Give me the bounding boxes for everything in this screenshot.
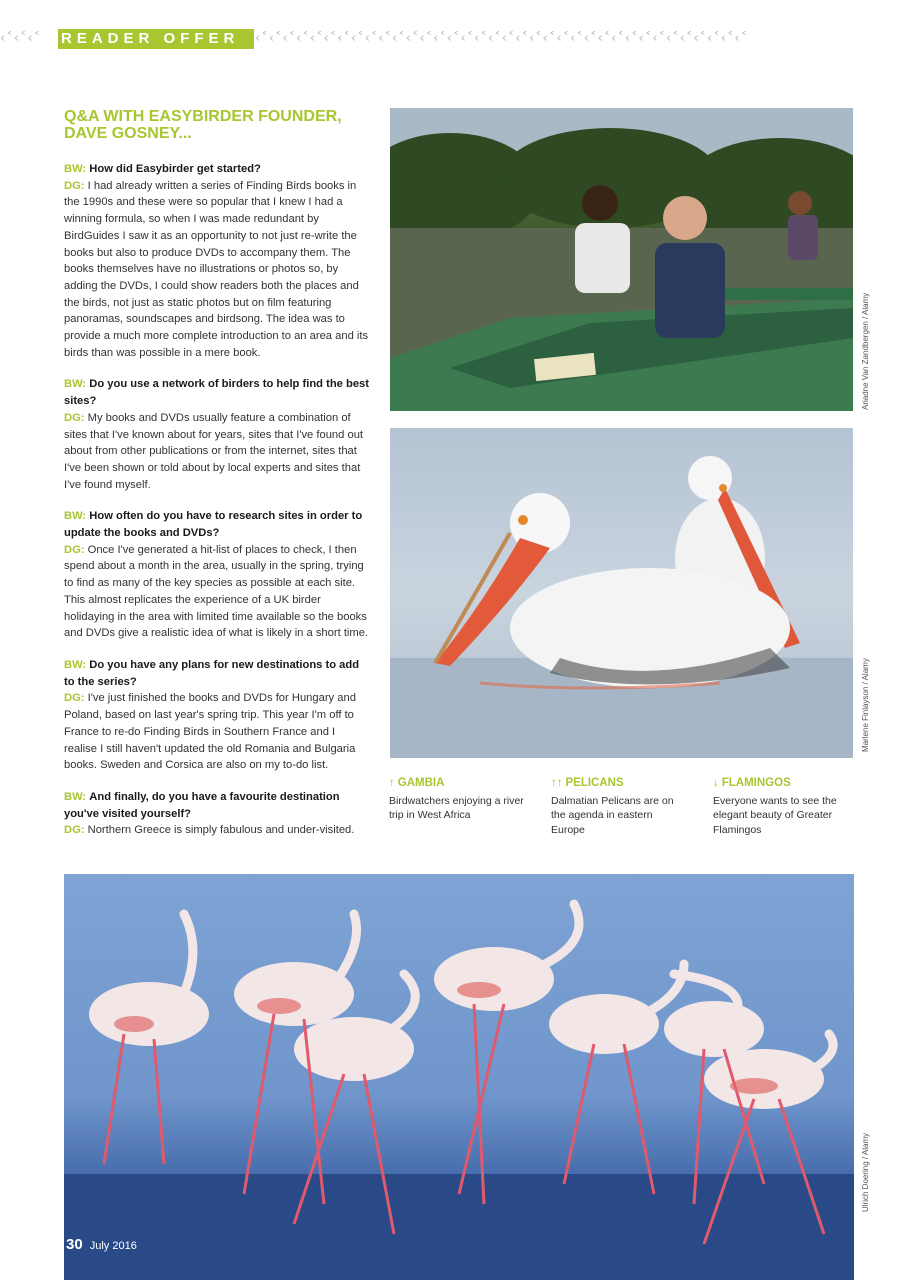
caption-text: Everyone wants to see the elegant beauty of Greater Flamingos [713,794,837,836]
question-text: Do you use a network of birders to help find the best sites? [64,378,369,408]
answer-text: I had already written a series of Finding Birds books in the 1990s and these were so popular that I knew I had a winning formula, so when I was made redundant by BirdGuides I saw it as an opportunity to not just re-write the books but also to produce DVDs to accompany them. The books themselves have no illustrations or photos so, by adding the DVDs, I could show readers both the places and the birds, not just as static photos but on film featuring panoramas, soundscapes and birdsong. The idea was to provide a much more complete introduction to an area and its birds than was possible in a mere book. [64,179,369,359]
flamingo-photo [64,874,854,1280]
answer-tag: DG: [64,411,85,424]
caption-text: Birdwatchers enjoying a river trip in West Africa [389,794,524,821]
question-text: How did Easybirder get started? [89,163,261,175]
caption-title: ↑ GAMBIA [389,777,445,789]
qa-item [64,657,369,774]
pelican-photo-credit: Marlene Finlayson / Alamy [861,658,870,752]
section-label: READER OFFER [58,29,254,49]
qa-item [64,161,369,361]
bird-pattern-right: ‹˂‹˂‹˂‹˂‹˂‹˂‹˂‹˂‹˂‹˂‹˂‹˂‹˂‹˂‹˂‹˂‹˂‹˂‹˂‹˂‹˂‹˂‹˂‹˂‹˂‹˂‹˂‹˂‹˂‹˂‹˂‹˂‹˂‹˂‹˂‹˂ [255,31,749,46]
boat-photo-credit: Ariadne Van Zandbergen / Alamy [861,292,870,410]
question-tag: BW: [64,658,87,671]
question-tag: BW: [64,790,87,803]
pelican-illustration [390,428,853,758]
question-text: Do you have any plans for new destinations to add to the series? [64,658,360,688]
answer-tag: DG: [64,824,85,837]
bird-pattern-left: ‹˂‹˂‹˂ [0,31,42,46]
arrow-up-icon: ↑ [389,777,395,789]
qa-item [64,508,369,642]
caption-gambia [389,776,539,823]
answer-text: Once I've generated a hit-list of places to check, I then spend about a month in the area, usually in the spring, trying to find as many of the key species as possible at each site. This almost replicates the experience of a UK birder holidaying in the area with limited time available so the books and DVDs give a realistic idea of what is likely in a short time. [64,543,369,640]
answer-tag: DG: [64,692,85,705]
caption-title: ↓ FLAMINGOS [713,777,791,789]
caption-text: Dalmatian Pelicans are on the agenda in eastern Europe [551,794,674,836]
pelican-photo [390,428,853,758]
gambia-boat-photo [390,108,853,411]
article-column [64,108,369,854]
question-tag: BW: [64,163,87,175]
article-headline: Q&A WITH EASYBIRDER FOUNDER, DAVE GOSNEY... [64,108,342,142]
qa-item [64,376,369,493]
issue-date: July 2016 [89,1240,137,1252]
page-footer [66,1236,137,1253]
page-number: 30 [66,1236,83,1253]
answer-text: I've just finished the books and DVDs for Hungary and Poland, based on last year's spring trip. This year I'm off to France to re-do Finding Birds in Southern France and I realise I still haven't updated the old Romania and Bulgaria books. Sweden and Corsica are also on my to-do list. [64,692,356,772]
flamingo-photo-credit: Ulrich Doering / Alamy [861,1132,870,1212]
answer-text: My books and DVDs usually feature a combination of sites that I've known about for years, sites that I've found out about from other publications or from the internet, sites that I've been shown or told about by local experts and sites that I've found myself. [64,411,364,491]
question-tag: BW: [64,510,87,523]
answer-text: Northern Greece is simply fabulous and under-visited. [87,824,355,837]
question-text: And finally, do you have a favourite destination you've visited yourself? [64,790,340,820]
caption-flamingos [713,776,858,837]
answer-tag: DG: [64,543,85,556]
caption-title: ↑↑ PELICANS [551,777,624,789]
gambia-boat-illustration [390,108,853,411]
flamingo-illustration [64,874,854,1280]
arrow-up-double-icon: ↑↑ [551,777,563,789]
question-tag: BW: [64,378,87,391]
qa-item [64,789,369,839]
answer-tag: DG: [64,179,85,192]
question-text: How often do you have to research sites in order to update the books and DVDs? [64,510,363,540]
arrow-down-icon: ↓ [713,777,719,789]
caption-pelicans [551,776,681,837]
